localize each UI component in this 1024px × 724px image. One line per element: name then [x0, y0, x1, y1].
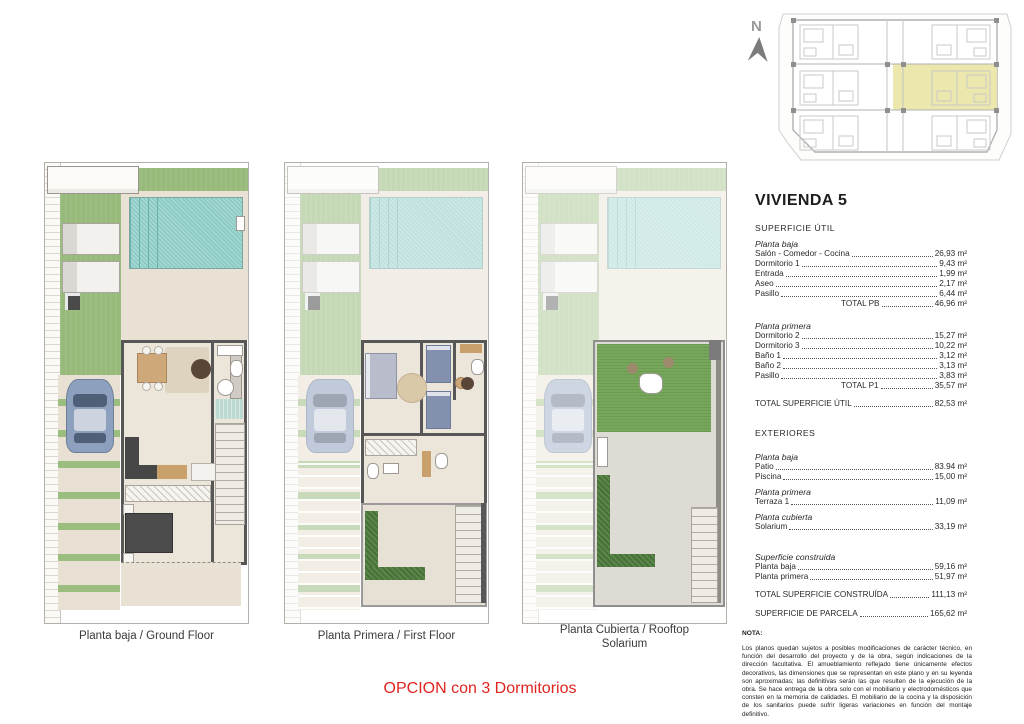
rooftop-plan — [523, 163, 726, 623]
sun-lounger — [62, 223, 120, 255]
area-row-label: Solarium — [755, 522, 788, 531]
dotted-leader — [802, 266, 938, 267]
area-row — [755, 462, 967, 472]
area-row-value: 35,57 m² — [934, 381, 967, 390]
ground-floor-plan — [45, 163, 248, 623]
hall-closet — [365, 439, 417, 456]
entrance-canopy — [47, 166, 139, 194]
area-row-value: 33,19 m² — [934, 522, 967, 531]
area-row-value: 3,13 m² — [939, 361, 967, 370]
option-note: OPCION con 3 Dormitorios — [383, 680, 577, 697]
subsection-heading: Planta baja — [755, 452, 799, 462]
bathroom-sink — [217, 345, 243, 356]
dotted-leader — [802, 338, 933, 339]
dotted-leader — [776, 286, 938, 287]
dotted-leader — [783, 479, 932, 480]
area-row — [755, 259, 967, 269]
shower-tray — [217, 379, 234, 396]
rooftop-label-text: Planta Cubierta / Rooftop Solarium — [559, 624, 690, 650]
dotted-leader — [860, 616, 928, 617]
subsection-heading: Planta primera — [755, 321, 811, 331]
kitchen-island — [125, 465, 187, 479]
ground-floor-label — [45, 630, 248, 644]
area-row — [755, 341, 967, 351]
planter — [365, 567, 425, 580]
dotted-leader — [881, 388, 933, 389]
nota-block — [742, 630, 972, 719]
dwelling-title: VIVIENDA 5 — [755, 192, 848, 209]
dotted-leader — [852, 256, 933, 257]
area-row-label: Terraza 1 — [755, 497, 790, 506]
area-row-value: 3,12 m² — [939, 351, 967, 360]
spacer — [755, 391, 967, 398]
dotted-leader — [882, 306, 933, 307]
area-row-value: 10,22 m² — [934, 341, 967, 350]
north-arrow-icon — [745, 35, 775, 65]
rooftop-chair — [627, 363, 638, 374]
chimney-block — [709, 340, 721, 360]
ensuite-counter — [460, 344, 482, 353]
staircase — [691, 507, 718, 603]
ground-floor-label-text: Planta baja / Ground Floor — [79, 630, 214, 642]
area-row-value: 15,27 m² — [934, 331, 967, 340]
area-row — [755, 351, 967, 361]
entrance-porch — [121, 562, 241, 606]
area-row — [755, 289, 967, 299]
spacer — [755, 582, 967, 589]
dotted-leader — [786, 276, 938, 277]
area-table — [755, 239, 967, 619]
round-rug — [397, 373, 427, 403]
pool-ladder — [236, 216, 245, 231]
toilet — [367, 463, 379, 479]
superficie-util-heading: SUPERFICIE ÚTIL — [755, 223, 836, 233]
area-row-value: 9,43 m² — [939, 259, 967, 268]
stair-wall — [481, 503, 486, 603]
subsection-heading: Superficie construida — [755, 552, 836, 562]
area-row-value: 46,96 m² — [934, 299, 967, 308]
site-key-plan — [775, 12, 1015, 164]
area-row-label: TOTAL PB — [841, 299, 880, 308]
swimming-pool — [129, 197, 243, 269]
dotted-leader — [783, 368, 937, 369]
area-row — [755, 371, 967, 381]
area-row-value: 83.94 m² — [934, 462, 967, 471]
dotted-leader — [802, 348, 933, 349]
area-row-label: TOTAL P1 — [841, 381, 879, 390]
area-row-label: SUPERFICIE DE PARCELA — [755, 609, 858, 618]
dining-table — [137, 353, 167, 383]
outdoor-shower — [65, 293, 80, 310]
area-row-label: Salón - Comedor - Cocina — [755, 249, 850, 258]
dining-chair — [154, 382, 163, 391]
area-row — [755, 522, 967, 532]
spacer — [755, 410, 967, 425]
area-row — [755, 269, 967, 279]
area-row — [841, 299, 967, 309]
dotted-leader — [781, 296, 937, 297]
area-row-value: 51,97 m² — [934, 572, 967, 581]
area-row-label: Pasillo — [755, 289, 780, 298]
area-row-value: 1,99 m² — [939, 269, 967, 278]
ensuite-wall — [453, 340, 456, 400]
area-row — [755, 590, 967, 600]
dotted-leader — [798, 569, 933, 570]
toilet — [435, 453, 448, 469]
bed-dormitorio2 — [365, 353, 397, 399]
area-row-label: Baño 2 — [755, 361, 781, 370]
planter — [597, 554, 655, 567]
area-row — [755, 399, 967, 409]
bath-rug — [461, 377, 474, 390]
area-row-value: 6,44 m² — [939, 289, 967, 298]
area-row-value: 15,00 m² — [934, 472, 967, 481]
area-row — [755, 572, 967, 582]
subsection-heading: Planta cubierta — [755, 512, 813, 522]
dotted-leader — [854, 406, 933, 407]
bath-wood-floor — [422, 451, 431, 477]
dining-chair — [142, 346, 151, 355]
area-row-label: Dormitorio 3 — [755, 341, 800, 350]
area-row-label: Aseo — [755, 279, 774, 288]
nota-text: Los planos quedan sujetos a posibles modificaciones de carácter técnico, en función del desarrollo del proyecto y de la obra, según indicaciones de la dirección facultativa. El amueblamiento reflejado tiene únicamente efectos decorativos, las dimensiones que se representan en este plano y en su leyenda son aproximadas; las definitivas serán las que resulten de la ejecución de la obra. Se hace entrega de la obra solo con el mobiliario y electrodomésticos que consten en la memoria de calidades. El mobiliario de la cocina y la disposición de los sanitarios puede sufrir ligeras variaciones en función del montaje definitivo. — [742, 645, 972, 718]
area-row-value: 3,83 m² — [939, 371, 967, 380]
wardrobe — [125, 485, 211, 502]
dotted-leader — [810, 579, 932, 580]
section-heading: EXTERIORES — [755, 428, 816, 438]
dotted-leader — [776, 469, 933, 470]
area-row-label: Dormitorio 1 — [755, 259, 800, 268]
area-row — [755, 331, 967, 341]
hall-wall — [361, 433, 484, 436]
outdoor-shower-roof — [597, 437, 608, 467]
area-row-value: 59,16 m² — [934, 562, 967, 571]
area-row-label: Piscina — [755, 472, 782, 481]
toilet — [471, 359, 484, 375]
single-bed — [426, 345, 451, 383]
first-floor-label-text: Planta Primera / First Floor — [317, 630, 456, 642]
area-row-value: 26,93 m² — [934, 249, 967, 258]
spacer — [755, 309, 967, 316]
area-row — [755, 472, 967, 482]
dining-chair — [142, 382, 151, 391]
dotted-leader — [783, 358, 937, 359]
area-row-label: Planta primera — [755, 572, 809, 581]
area-row-label: Pasillo — [755, 371, 780, 380]
pool-steps — [130, 198, 158, 268]
rooftop-chair — [663, 357, 674, 368]
rooftop-table — [639, 373, 663, 394]
area-row-label: Patio — [755, 462, 774, 471]
armchair — [191, 359, 211, 379]
area-row-label: TOTAL SUPERFICIE CONSTRUÍDA — [755, 590, 889, 599]
dotted-leader — [789, 529, 932, 530]
bed-dormitorio1 — [125, 513, 173, 553]
single-bed — [426, 391, 451, 429]
subsection-heading: Planta primera — [755, 487, 811, 497]
dotted-leader — [781, 378, 937, 379]
area-row-label: Planta baja — [755, 562, 796, 571]
sun-lounger — [62, 261, 120, 293]
dotted-leader — [791, 504, 933, 505]
area-row-label: Baño 1 — [755, 351, 781, 360]
subsection-heading: Planta baja — [755, 239, 799, 249]
area-row — [755, 562, 967, 572]
area-row — [755, 249, 967, 259]
bath-mat — [215, 399, 243, 419]
area-row-value: 2,17 m² — [939, 279, 967, 288]
area-row-label: Dormitorio 2 — [755, 331, 800, 340]
area-row — [755, 361, 967, 371]
north-label: N — [751, 18, 762, 35]
info-panel — [755, 192, 967, 620]
area-row-value: 165,62 m² — [930, 609, 967, 618]
area-row-label: Entrada — [755, 269, 784, 278]
area-row-value: 82,53 m² — [934, 399, 967, 408]
dotted-leader — [890, 597, 929, 598]
rooftop-label — [523, 624, 726, 651]
spacer — [755, 532, 967, 547]
first-floor-plan — [285, 163, 488, 623]
area-row-value: 111,13 m² — [931, 590, 967, 599]
staircase — [215, 423, 245, 525]
bathroom-sink — [383, 463, 399, 474]
spacer — [755, 601, 967, 608]
first-floor-label — [285, 630, 488, 644]
area-row — [755, 279, 967, 289]
toilet — [230, 360, 243, 377]
area-row — [755, 609, 967, 619]
planter — [365, 511, 378, 573]
area-row-value: 11,09 m² — [935, 497, 967, 506]
area-row — [755, 497, 967, 507]
area-row — [841, 381, 967, 391]
interior-wall — [211, 340, 214, 562]
dining-chair — [154, 346, 163, 355]
area-row-label: TOTAL SUPERFICIE ÚTIL — [755, 399, 852, 408]
car — [66, 379, 114, 453]
nota-heading: NOTA: — [742, 630, 763, 637]
north-compass — [745, 18, 779, 70]
spacer — [755, 440, 967, 447]
